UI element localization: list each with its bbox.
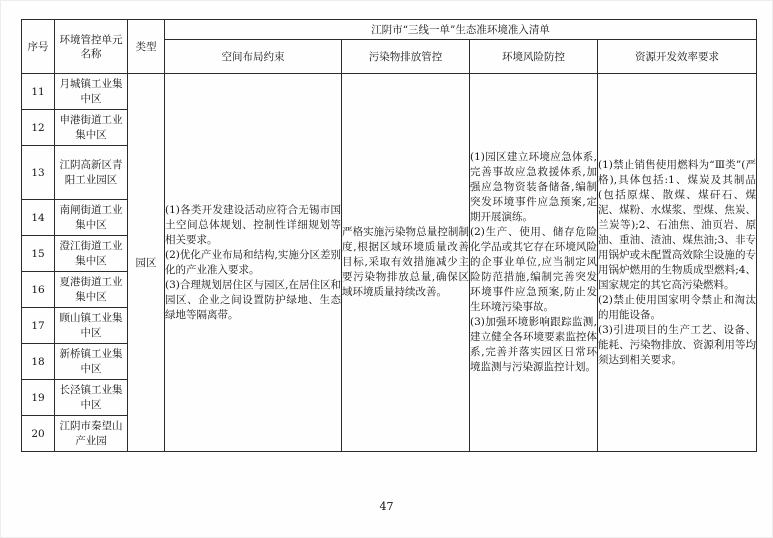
column-header-pollution: 污染物排放管控 (342, 40, 470, 74)
unit-name: 月城镇工业集中区 (55, 74, 128, 110)
policy-paragraph: (2)禁止使用国家明令禁止和淘汰的用能设备。 (598, 293, 756, 321)
column-header-resource: 资源开发效率要求 (598, 40, 757, 74)
unit-name: 新桥镇工业集中区 (55, 344, 128, 380)
access-list-table (21, 19, 757, 452)
column-header-space: 空间布局约束 (165, 40, 342, 74)
row-no: 16 (22, 272, 55, 308)
row-no: 14 (22, 200, 55, 236)
row-no: 20 (22, 416, 55, 452)
page-number: 47 (379, 500, 394, 513)
row-no: 19 (22, 380, 55, 416)
policy-paragraph: (1)园区建立环境应急体系,完善事故应急救援体系,加强应急物资装备储备,编制突发环境事件应急预案,定期开展演练。 (470, 151, 597, 223)
table-row (22, 74, 757, 110)
policy-paragraph: 严格实施污染物总量控制制度,根据区域环境质量改善目标,采取有效措施减少主要污染物排放总量,确保区域环境质量持续改善。 (342, 226, 469, 298)
resource-efficiency-cell (598, 74, 757, 452)
pollution-control-cell (342, 74, 470, 452)
risk-prevention-cell (470, 74, 598, 452)
policy-paragraph: (1)各类开发建设活动应符合无锡市国土空间总体规划、控制性详细规划等相关要求。 (165, 203, 341, 246)
policy-paragraph: (1)禁止销售使用燃料为“Ⅲ类”(严格),具体包括:1、煤炭及其制品(包括原煤、散煤、煤矸石、煤泥、煤粉、水煤浆、型煤、焦炭、兰炭等);2、石油焦、油页岩、原油、重油、渣油、煤焦油;3、非专用锅炉或未配置高效除尘设施的专用锅炉燃用的生物质成型燃料;4、国家规定的其它高污染燃料。 (598, 158, 756, 291)
row-no: 11 (22, 74, 55, 110)
policy-paragraph: (3)合理规划居住区与园区,在居住区和园区、企业之间设置防护绿地、生态绿地等隔离带。 (165, 278, 341, 321)
unit-name: 南闸街道工业集中区 (55, 200, 128, 236)
unit-name: 江阴市秦望山产业园 (55, 416, 128, 452)
column-header-risk: 环境风险防控 (470, 40, 598, 74)
row-no: 15 (22, 236, 55, 272)
row-no: 13 (22, 146, 55, 200)
row-no: 18 (22, 344, 55, 380)
unit-name: 顾山镇工业集中区 (55, 308, 128, 344)
space-constraints-cell (165, 74, 342, 452)
row-no: 17 (22, 308, 55, 344)
table-title: 江阴市“三线一单”生态准环境准入清单 (165, 20, 757, 40)
policy-paragraph: (2)优化产业布局和结构,实施分区差别化的产业准入要求。 (165, 248, 341, 276)
column-header-unit: 环境管控单元名称 (55, 20, 128, 74)
policy-paragraph: (3)引进项目的生产工艺、设备、能耗、污染物排放、资源利用等均须达到相关要求。 (598, 323, 756, 366)
unit-name: 长泾镇工业集中区 (55, 380, 128, 416)
row-no: 12 (22, 110, 55, 146)
unit-name: 澄江街道工业集中区 (55, 236, 128, 272)
column-header-type: 类型 (128, 20, 165, 74)
policy-paragraph: (3)加强环境影响跟踪监测,建立健全各环境要素监控体系,完善并落实园区日常环境监测与污染源监控计划。 (470, 316, 597, 373)
unit-name: 夏港街道工业集中区 (55, 272, 128, 308)
column-header-no: 序号 (22, 20, 55, 74)
unit-name: 江阴高新区青阳工业园区 (55, 146, 128, 200)
header-row-title (22, 20, 757, 40)
type-value: 园区 (128, 74, 165, 452)
policy-paragraph: (2)生产、使用、储存危险化学品或其它存在环境风险的企事业单位,应当制定风险防范措施,编制完善突发环境事件应急预案,防止发生环境污染事故。 (470, 226, 597, 313)
unit-name: 申港街道工业集中区 (55, 110, 128, 146)
